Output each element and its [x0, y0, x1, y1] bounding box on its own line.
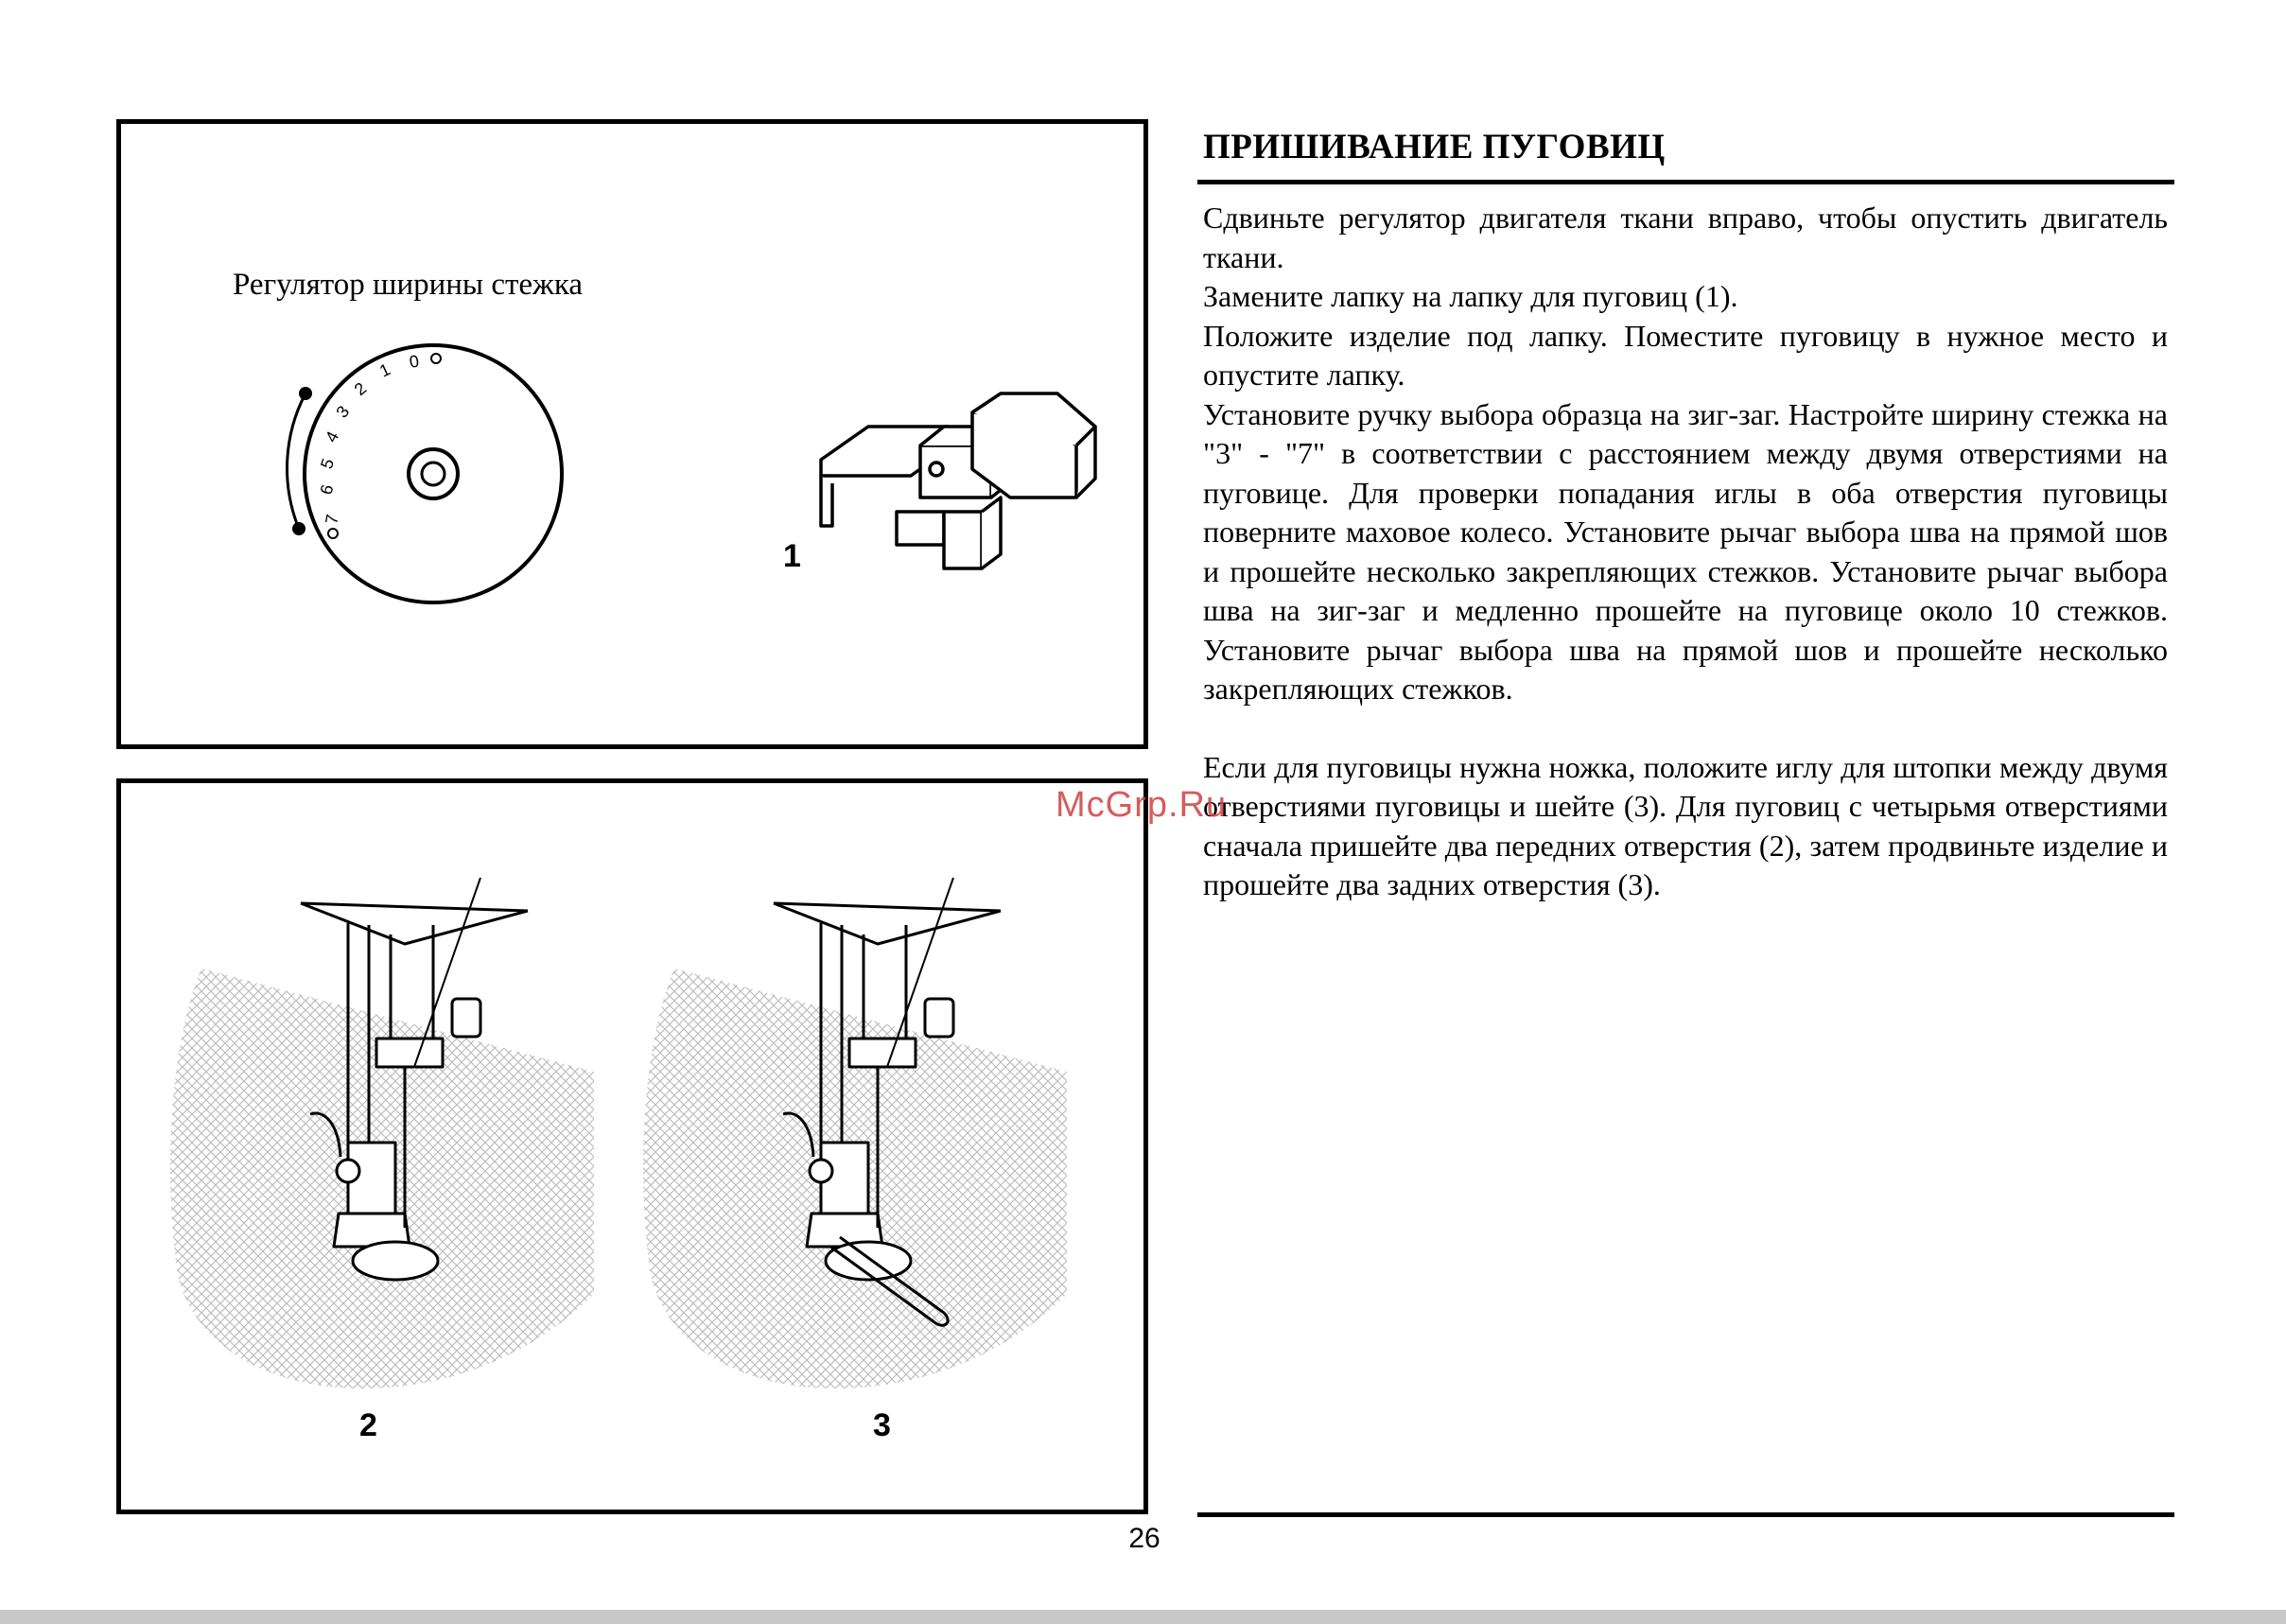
dial-number-0: 0 — [408, 351, 421, 372]
dial-number-2: 2 — [350, 378, 371, 400]
page-number: 26 — [1128, 1523, 1160, 1554]
paragraph-lower-feed: Сдвиньте регулятор двигателя ткани вправо, чтобы опустить двигатель ткани. — [1203, 201, 2168, 274]
dial-number-1: 1 — [376, 359, 393, 381]
dial-center-hole — [422, 463, 445, 485]
dial-number-7: 7 — [322, 513, 342, 526]
figure-number-2: 2 — [359, 1407, 377, 1443]
paragraph-replace-foot: Замените лапку на лапку для пуговиц (1). — [1203, 279, 1738, 313]
section-title: ПРИШИВАНИЕ ПУГОВИЦ — [1203, 128, 1666, 166]
title-underline — [1197, 180, 2174, 184]
dial-and-foot-illustration — [121, 124, 1143, 744]
button-foot-drawing — [821, 393, 1095, 568]
watermark: McGrp.Ru — [1056, 785, 1228, 825]
figure-number-1: 1 — [783, 538, 801, 574]
figure-panel-button-sewing — [116, 778, 1148, 1514]
dial-number-4: 4 — [321, 428, 343, 445]
figure-panel-dial — [116, 119, 1148, 749]
paragraph-set-zigzag: Установите ручку выбора образца на зиг-заг. Настройте ширину стежка на "3" - "7" в соответствии с расстоянием между двумя отверстиями на пуговице. Для проверки попадания иглы в оба отверстия пуговицы поверните маховое колесо. Установите рычаг выбора шва на прямой шов и прошейте несколько закрепляющих стежков. Установите рычаг выбора шва на зиг-заг и медленно прошейте на пуговице около 10 стежков. Установите рычаг выбора шва на прямой шов и прошейте несколько закрепляющих стежков. — [1203, 396, 2168, 706]
dial-range-arc — [288, 393, 305, 529]
button-sewing-illustrations — [121, 783, 1143, 1510]
dial-number-3: 3 — [332, 402, 354, 422]
figure-number-3: 3 — [873, 1407, 891, 1443]
dial-mark-small-right — [431, 354, 441, 363]
bottom-rule — [1197, 1512, 2174, 1517]
paragraph-place-button: Положите изделие под лапку. Поместите пуговицу в нужное место и опустите лапку. — [1203, 318, 2168, 392]
dial-number-5: 5 — [316, 456, 339, 472]
scan-bottom-band — [0, 1610, 2286, 1624]
dial-range-dot-top — [299, 387, 312, 400]
dial-range-dot-bottom — [292, 522, 305, 535]
dial-number-6: 6 — [316, 482, 338, 498]
dial-label: Регулятор ширины стежка — [233, 268, 584, 302]
instructions-text — [1203, 199, 2168, 905]
paragraph-shank: Если для пуговицы нужна ножка, положите иглу для штопки между двумя отверстиями пуговицы и шейте (3). Для пуговиц с четырьмя отверстиями сначала пришейте два передних отверстия (2), затем продвиньте изделие и прошейте два задних отверстия (3). — [1203, 749, 2168, 901]
dial-mark-small-left — [328, 529, 338, 538]
